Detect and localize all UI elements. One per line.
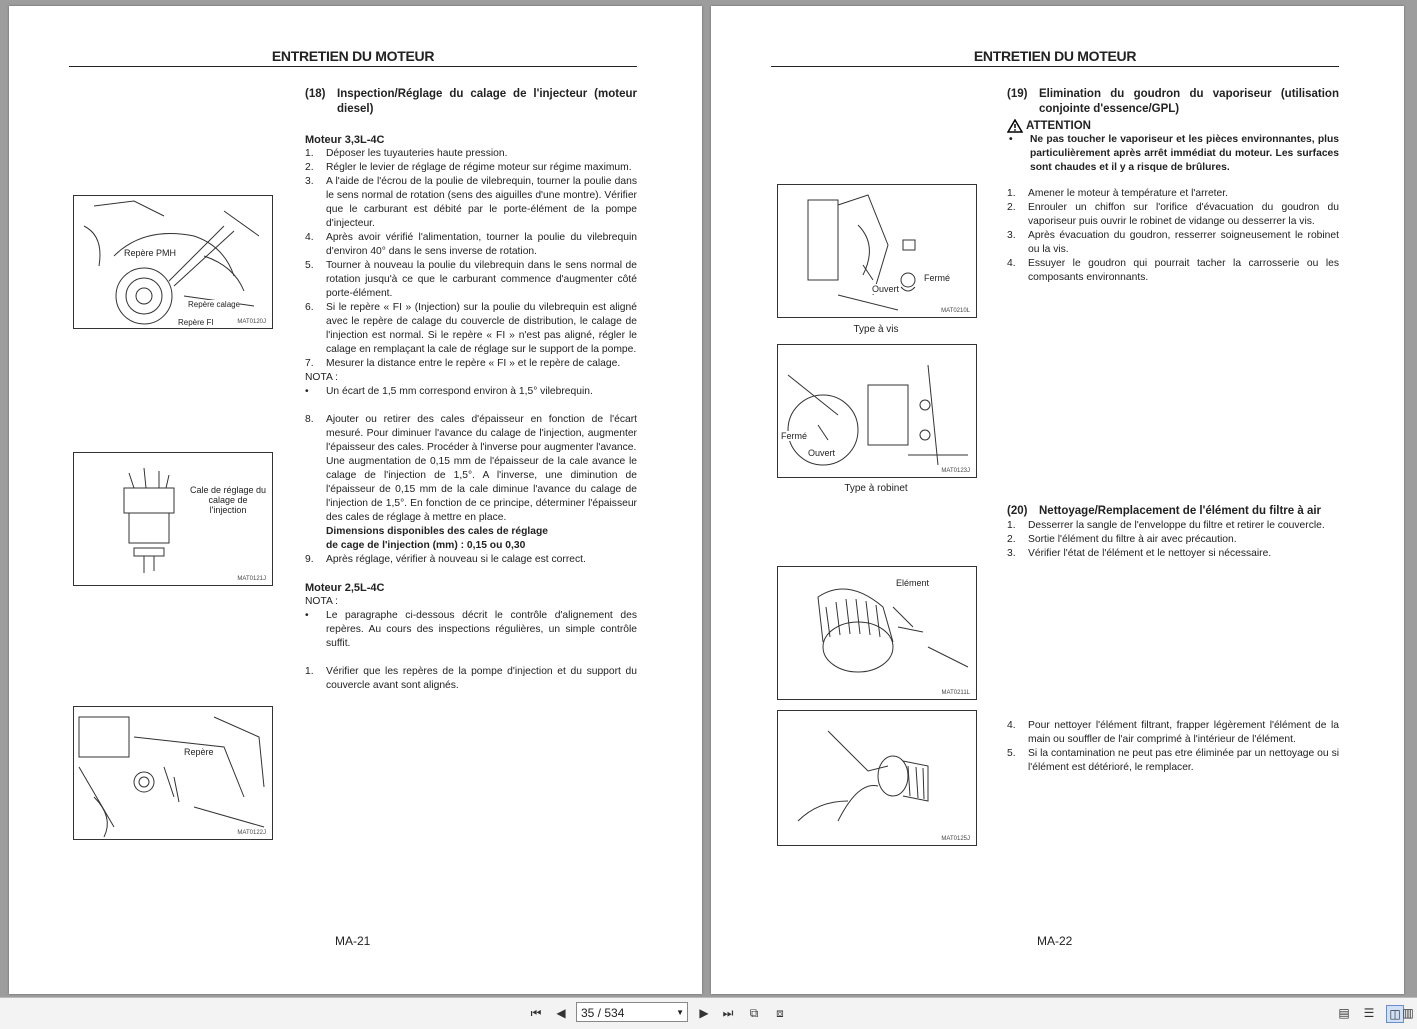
item-text: Vérifier l'état de l'élément et le nettoyer si nécessaire.	[1028, 548, 1272, 559]
item-text: Après évacuation du goudron, resserrer soigneusement le robinet ou la vis.	[1028, 230, 1339, 255]
figure-air-element	[777, 566, 977, 700]
subheading-2-5l: Moteur 2,5L-4C	[305, 582, 385, 594]
section-number: (20)	[1007, 505, 1028, 517]
figure-shim	[73, 452, 273, 586]
figure-code: MAT0210L	[941, 308, 970, 314]
item-text: Ajouter ou retirer des cales d'épaisseur en fonction de l'écart mesuré. Pour diminuer l'avance du calage de l'injection, augmenter l'épaisseur des cales. Procéder à l'inverse pour augmenter l'avance.	[326, 414, 637, 453]
item-number: 3.	[305, 176, 314, 187]
section-title-18	[305, 87, 637, 117]
item-text: Si le repère « FI » (Injection) sur la poulie du vilebrequin est aligné avec le repère de calage du couvercle de distribution, le calage de l'injection est normal. Si le repère « FI » n'est pas aligné, régler le calage en remplaçant la cale de réglage sur le support de la pompe.	[326, 302, 637, 355]
item-text: Déposer les tuyauteries haute pression.	[326, 148, 508, 159]
item-text: Si la contamination ne peut pas etre éliminée par un nettoyage ou si l'élément est détérioré, le remplacer.	[1028, 748, 1339, 773]
page-input-value: 35 / 534	[581, 1006, 625, 1020]
text-column-19	[1007, 87, 1339, 285]
fit-icon[interactable]: ⧈	[776, 1006, 784, 1020]
item-number: 1.	[305, 666, 314, 677]
item-number: 3.	[1007, 230, 1016, 241]
header-rule	[69, 66, 637, 67]
item-number: 4.	[305, 232, 314, 243]
figure-pulley	[73, 195, 273, 329]
section-title-19	[1007, 87, 1339, 117]
item-number: 1.	[1007, 188, 1016, 199]
section-number: (18)	[305, 88, 326, 100]
label-ouvert: Ouvert	[808, 448, 836, 458]
figure-code: MAT0120J	[237, 319, 266, 325]
list-item	[305, 665, 637, 693]
list-item	[1007, 719, 1339, 747]
list-item	[305, 231, 637, 259]
item-text: Amener le moteur à température et l'arreter.	[1028, 188, 1228, 199]
item-number: 2.	[305, 162, 314, 173]
text-column-20b	[1007, 719, 1339, 775]
item-number: 7.	[305, 358, 314, 369]
steps-list-19	[1007, 187, 1339, 285]
label-repere: Repère	[184, 747, 214, 757]
list-item	[305, 301, 637, 357]
list-item	[305, 357, 637, 371]
section-title-text: Inspection/Réglage du calage de l'injecteur (moteur diesel)	[337, 88, 637, 115]
vaporizer-screw-illustration	[778, 185, 976, 317]
item-text: Sortie l'élément du filtre à air avec précaution.	[1028, 534, 1237, 545]
item-text: Après réglage, vérifier à nouveau si le calage est correct.	[326, 554, 586, 565]
text-column	[305, 87, 637, 693]
dims-text-1: Dimensions disponibles des cales de réglage	[326, 526, 549, 537]
list-item	[305, 147, 637, 161]
label-ouvert: Ouvert	[872, 284, 900, 294]
item-text: Essuyer le goudron qui pourrait tacher la carrosserie ou les composants environnants.	[1028, 258, 1339, 283]
figure-tap-type	[777, 344, 977, 478]
caption-screw-type: Type à vis	[853, 324, 899, 335]
steps-list-a	[305, 147, 637, 371]
text-column-20	[1007, 504, 1339, 561]
item-text: Tourner à nouveau la poulie du vilebrequin dans le sens normal de rotation jusqu'à ce que le carburant commence d'augmenter côté porte-élément.	[326, 260, 637, 299]
two-page-continuous-icon[interactable]: ▥	[1402, 1006, 1414, 1020]
label-repere-pmh: Repère PMH	[124, 248, 177, 258]
item-number: 8.	[305, 414, 314, 425]
figure-code: MAT0122J	[237, 830, 266, 836]
item-text: Mesurer la distance entre le repère « FI » et le repère de calage.	[326, 358, 621, 369]
figure-screw-type	[777, 184, 977, 318]
list-item	[305, 413, 637, 455]
subheading-3-3l: Moteur 3,3L-4C	[305, 134, 385, 146]
item-text: Une augmentation de 0,15 mm de l'épaisseur de la cale avance le calage de l'injection de 1,5°. A l'inverse, une diminution de l'épaisseur de 0,15 mm de la cale diminue l'avance du calage de l'injection de 1,5°. En fonction de ce principe, déterminer l'épaisseur des cales de réglage à mettre en place.	[326, 456, 637, 523]
note-label: NOTA :	[305, 596, 338, 607]
figure-code: MAT0121J	[237, 576, 266, 582]
list-item	[1007, 533, 1339, 547]
cleaning-illustration	[778, 711, 976, 845]
item-text: Pour nettoyer l'élément filtrant, frapper légèrement l'élément de la main ou souffler de l'air comprimé à l'intérieur de l'élément.	[1028, 720, 1339, 745]
engine-illustration	[74, 707, 272, 839]
item-text: Vérifier que les repères de la pompe d'injection et du support du couvercle avant sont alignés.	[326, 666, 637, 691]
figure-code: MAT0123J	[941, 468, 970, 474]
label-ferme: Fermé	[924, 273, 951, 283]
item-number: 4.	[1007, 258, 1016, 269]
note-label: NOTA :	[305, 372, 338, 383]
item-number: 1.	[1007, 520, 1016, 531]
rotate-icon[interactable]: ⧉	[749, 1006, 759, 1020]
item-text: Enrouler un chiffon sur l'orifice d'évacuation du goudron du vaporiseur puis ouvrir le robinet de vidange ou desserrer la vis.	[1028, 202, 1339, 227]
item-number: 5.	[305, 260, 314, 271]
list-item	[305, 175, 637, 231]
pump-illustration	[74, 453, 272, 585]
last-page-icon[interactable]: ⏭	[722, 1006, 734, 1020]
air-filter-illustration	[778, 567, 976, 699]
dims-text-2: de cage de l'injection (mm) : 0,15 ou 0,30	[326, 540, 526, 551]
list-item	[1007, 187, 1339, 201]
section-title-20	[1007, 504, 1339, 519]
steps-list-20	[1007, 519, 1339, 561]
item-text: Desserrer la sangle de l'enveloppe du filtre et retirer le couvercle.	[1028, 520, 1325, 531]
chevron-down-icon[interactable]: ▼	[676, 1008, 684, 1017]
label-cale: Cale de réglage du calage de l'injection	[189, 485, 267, 515]
figure-marks	[73, 706, 273, 840]
next-page-icon[interactable]: ▶	[699, 1006, 709, 1020]
attention-heading	[1007, 119, 1339, 133]
warning-text: • Ne pas toucher le vaporiseur et les pièces environnantes, plus particulièrement après arrêt immédiat du moteur. Les surfaces sont chaudes et il y a risque de brûlures.	[1009, 134, 1339, 173]
list-item	[305, 259, 637, 301]
label-element: Elément	[896, 578, 930, 588]
list-item	[1007, 519, 1339, 533]
note-text: Un écart de 1,5 mm correspond environ à 1,5° vilebrequin.	[326, 386, 593, 397]
warning-body: Ne pas toucher le vaporiseur et les pièces environnantes, plus particulièrement après arrêt immédiat du moteur. Les surfaces sont chaudes et il y a risque de brûlures.	[1030, 134, 1339, 173]
page-header: ENTRETIEN DU MOTEUR	[973, 48, 1137, 64]
section-title-text: Elimination du goudron du vaporiseur (utilisation conjointe d'essence/GPL)	[1039, 88, 1339, 115]
viewer-toolbar	[0, 997, 1417, 1029]
list-item	[1007, 229, 1339, 257]
first-page-icon[interactable]: ⏮	[530, 1006, 542, 1020]
attention-label: ATTENTION	[1026, 120, 1091, 132]
section-number: (19)	[1007, 88, 1028, 100]
list-item	[1007, 547, 1339, 561]
single-page-icon[interactable]: ▤	[1338, 1006, 1350, 1020]
item-number: 3.	[1007, 548, 1016, 559]
figure-code: MAT0125J	[941, 836, 970, 842]
item-number: 6.	[305, 302, 314, 313]
header-rule	[771, 66, 1339, 67]
note-bullet: • Le paragraphe ci-dessous décrit le contrôle d'alignement des repères. Au cours des inspections régulières, un simple contrôle suffit.	[305, 610, 637, 649]
page-right	[711, 6, 1404, 994]
warning-icon	[1007, 119, 1023, 133]
pulley-illustration	[74, 196, 272, 328]
prev-page-icon[interactable]: ◀	[556, 1006, 566, 1020]
note-text: Le paragraphe ci-dessous décrit le contrôle d'alignement des repères. Au cours des inspections régulières, un simple contrôle suffit.	[326, 610, 637, 649]
figure-cleaning	[777, 710, 977, 846]
item-number: 2.	[1007, 534, 1016, 545]
note-bullet: • Un écart de 1,5 mm correspond environ à 1,5° vilebrequin.	[305, 385, 637, 399]
page-number-input[interactable]	[576, 1002, 688, 1022]
item-text: Après avoir vérifié l'alimentation, tourner la poulie du vilebrequin d'environ 40° dans le sens inverse de rotation.	[326, 232, 637, 257]
list-item	[1007, 201, 1339, 229]
label-ferme: Fermé	[781, 431, 808, 441]
page-number: MA-21	[335, 934, 371, 948]
figure-code: MAT0211L	[941, 690, 970, 696]
label-repere-calage: Repère calage	[188, 300, 241, 309]
item-number: 4.	[1007, 720, 1016, 731]
list-item	[305, 161, 637, 175]
list-item	[1007, 747, 1339, 775]
continuous-icon[interactable]: ☰	[1363, 1006, 1375, 1020]
page-number: MA-22	[1037, 934, 1073, 948]
caption-tap-type: Type à robinet	[844, 483, 908, 494]
section-title-text: Nettoyage/Remplacement de l'élément du filtre à air	[1039, 505, 1322, 517]
item-text: Régler le levier de réglage de régime moteur sur régime maximum.	[326, 162, 632, 173]
list-item	[305, 553, 637, 567]
page-header: ENTRETIEN DU MOTEUR	[271, 48, 435, 64]
label-repere-fi: Repère FI	[178, 318, 214, 327]
item-number: 5.	[1007, 748, 1016, 759]
list-item-continued	[305, 455, 637, 525]
list-item	[1007, 257, 1339, 285]
two-page-icon[interactable]: ◫	[1386, 1005, 1404, 1023]
item-number: 2.	[1007, 202, 1016, 213]
dimensions-line	[305, 539, 637, 553]
dimensions-line	[305, 525, 637, 539]
page-left	[9, 6, 702, 994]
item-number: 1.	[305, 148, 314, 159]
item-number: 9.	[305, 554, 314, 565]
item-text: A l'aide de l'écrou de la poulie de vilebrequin, tourner la poulie dans le sens normal de rotation (sens des aiguilles d'une montre). Vérifier que le carburant est débité par le porte-élément de la pompe d'injecteur.	[326, 176, 637, 229]
